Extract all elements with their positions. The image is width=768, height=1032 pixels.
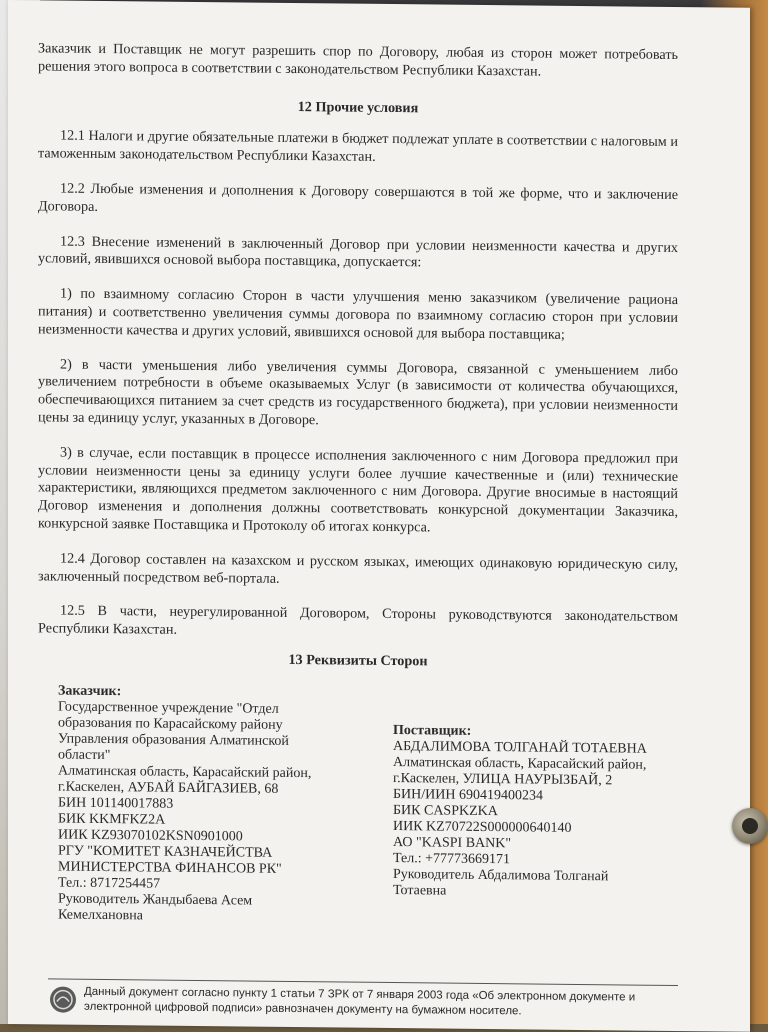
- section-12-heading: 12 Прочие условия: [297, 98, 419, 116]
- supplier-title: Поставщик:: [393, 722, 472, 739]
- requisites: [38, 683, 678, 940]
- paragraph-12-4: 12.4 Договор составлен на казахском и русском языках, имеющих одинаковую юридическую силу, заключенный посредством веб-портала.: [38, 550, 678, 587]
- customer-requisites: [58, 683, 348, 926]
- paragraph-12-1: 12.1 Налоги и другие обязательные платежи в бюджет подлежат уплате в соответствии с налоговым и таможенным законодательством Республики Казахстан.: [38, 127, 678, 166]
- customer-line: Государственное учреждение "Отдел: [58, 699, 279, 717]
- customer-title: Заказчик:: [58, 683, 122, 699]
- supplier-line: БИН/ИИН 690419400234: [393, 786, 543, 804]
- section-13-heading: 13 Реквизиты Сторон: [288, 651, 428, 670]
- customer-line: БИН 101140017883: [58, 795, 174, 812]
- supplier-line: Тотаевна: [393, 882, 447, 899]
- customer-line: Управления образования Алматинской: [58, 731, 289, 749]
- supplier-requisites: [393, 723, 683, 902]
- supplier-line: ИИК KZ70722S000000640140: [393, 818, 572, 836]
- supplier-line: БИК CASPKZKA: [393, 802, 498, 819]
- screw-head: [732, 808, 768, 844]
- footer-note: [48, 984, 678, 1021]
- footer-text: Данный документ согласно пункту 1 статьи 7 ЗРК от 7 января 2003 года «Об электронном документе и электронной цифровой подписи» равнозначен документу на бумажном носителе.: [84, 985, 636, 1018]
- supplier-line: АО "KASPI BANK": [393, 834, 512, 851]
- paragraph-12-5: 12.5 В части, неурегулированной Договором, Стороны руководствуются законодательством Республики Казахстан.: [38, 602, 678, 638]
- list-item-1: 1) по взаимному согласию Сторон в части улучшения меню заказчиком (увеличение рациона питания) и соответственно увеличения суммы договора по взаимному согласию сторон при условии неизменности качества и других условий, явившихся основой для выбора поставщика;: [38, 285, 678, 343]
- customer-line: области": [58, 747, 111, 763]
- customer-line: Алматинская область, Карасайский район,: [58, 763, 312, 781]
- customer-line: Руководитель Жандыбаева Асем: [58, 891, 253, 909]
- customer-line: РГУ "КОМИТЕТ КАЗНАЧЕЙСТВА: [58, 843, 273, 861]
- document-page: [8, 0, 750, 1032]
- customer-line: Тел.: 8717254457: [58, 875, 161, 892]
- seal-icon: [48, 984, 78, 1014]
- supplier-line: АБДАЛИМОВА ТОЛГАНАЙ ТОТАЕВНА: [393, 738, 647, 757]
- paragraph-12-3: 12.3 Внесение изменений в заключенный Договор при условии неизменности качества и других условий, явившихся основой выбора поставщика, допускается:: [38, 233, 678, 271]
- customer-line: Кемелхановна: [58, 907, 143, 924]
- supplier-line: г.Каскелен, УЛИЦА НАУРЫЗБАЙ, 2: [393, 770, 613, 789]
- list-item-2: 2) в части уменьшения либо увеличения суммы Договора, связанной с уменьшением либо увеличением потребности в объеме оказываемых Услуг (в зависимости от количества обучающихся, обеспечивающихся питанием за счет средств из государственного бюджета), при условии неизменности цены за единицу услуг, указанных в Договоре.: [38, 356, 678, 429]
- customer-line: г.Каскелен, АУБАЙ БАЙГАЗИЕВ, 68: [58, 779, 279, 797]
- supplier-line: Тел.: +77773669171: [393, 850, 511, 867]
- customer-line: БИК KKMFKZ2A: [58, 811, 166, 828]
- supplier-line: Алматинская область, Карасайский район,: [393, 754, 647, 773]
- paragraph-12-2: 12.2 Любые изменения и дополнения к Договору совершаются в той же форме, что и заключение Договора.: [38, 180, 678, 215]
- customer-line: образования по Карасайскому району: [58, 715, 283, 733]
- customer-line: ИИК KZ93070102KSN0901000: [58, 827, 243, 845]
- supplier-line: Руководитель Абдалимова Толганай: [393, 866, 609, 885]
- document-content: [38, 40, 678, 939]
- intro-paragraph: Заказчик и Поставщик не могут разрешить спор по Договору, любая из сторон может потребовать решения этого вопроса в соответствии с законодательством Республики Казахстан.: [38, 40, 678, 80]
- customer-line: МИНИСТЕРСТВА ФИНАНСОВ РК": [58, 859, 282, 877]
- list-item-3: 3) в случае, если поставщик в процессе исполнения заключенного с ним Договора предложил при условии неизменности цены за единицу услуги более лучшие качественные и (или) технические характеристики, являющихся предметом заключенного с ним Договора. Другие вносимые в настоящий Договор изменения и дополнения должны соответствовать конкурсной документации Заказчика, конкурсной заявке Поставщика и Протоколу об итогах конкурса.: [38, 444, 678, 536]
